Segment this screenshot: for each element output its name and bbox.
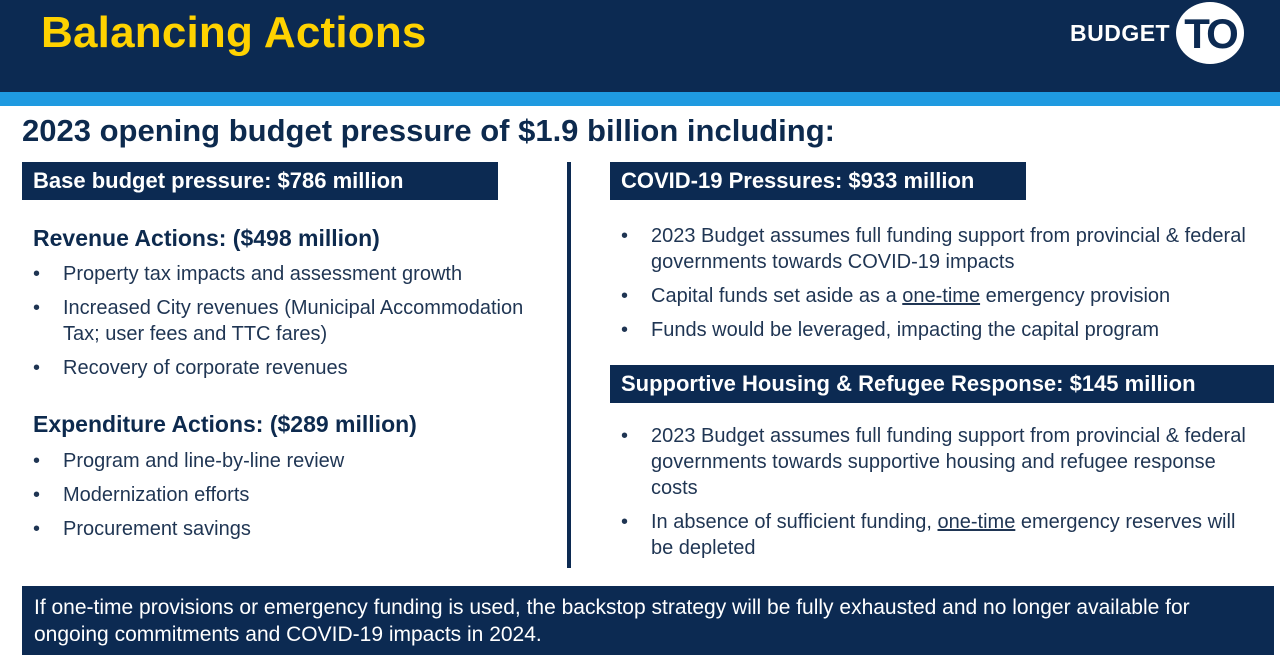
list-item (621, 509, 1261, 561)
list-item: • Funds would be leveraged, impacting the capital program (621, 317, 1261, 343)
list-item-text: emergency reserves will be depleted (651, 511, 1236, 559)
list-item: • Modernization efforts (33, 482, 533, 508)
revenue-actions-heading: Revenue Actions: ($498 million) (33, 225, 380, 251)
underlined-text: one-time (902, 285, 981, 307)
list-item-text: Capital funds set aside as a (651, 285, 903, 307)
list-item: • 2023 Budget assumes full funding support from provincial & federal governments towards supportive housing and refugee response costs (621, 423, 1261, 501)
list-item-text: emergency provision (980, 285, 1171, 307)
list-item: • Increased City revenues (Municipal Accommodation Tax; user fees and TTC fares) (33, 295, 533, 347)
footer-note: If one-time provisions or emergency funding is used, the backstop strategy will be fully exhausted and no longer available for ongoing commitments and COVID-19 impacts in 2024. (22, 586, 1274, 655)
list-item: • Property tax impacts and assessment growth (33, 261, 533, 287)
column-divider (567, 162, 571, 568)
underlined-text: one-time (937, 511, 1016, 533)
expenditure-actions-list (33, 448, 533, 542)
budget-to-logo (1070, 2, 1260, 66)
slide-subtitle: 2023 opening budget pressure of $1.9 billion including: (22, 113, 835, 148)
list-item (621, 283, 1261, 309)
housing-refugee-list (621, 423, 1261, 561)
page-title: Balancing Actions (41, 8, 427, 57)
list-item: • Recovery of corporate revenues (33, 355, 533, 381)
covid-pressures-box: COVID-19 Pressures: $933 million (610, 162, 1026, 200)
logo-circle-text: TO (1184, 10, 1236, 57)
logo-wordmark: BUDGET (1070, 20, 1171, 46)
revenue-actions-list (33, 261, 533, 381)
accent-bar (0, 92, 1280, 106)
logo-circle-icon (1176, 2, 1244, 64)
list-item: • Program and line-by-line review (33, 448, 533, 474)
list-item: • 2023 Budget assumes full funding support from provincial & federal governments towards COVID-19 impacts (621, 223, 1261, 275)
list-item-text: In absence of sufficient funding, (651, 511, 938, 533)
header-bar (0, 0, 1280, 92)
covid-pressures-list (621, 223, 1261, 343)
housing-refugee-box: Supportive Housing & Refugee Response: $145 million (610, 365, 1274, 403)
list-item: • Procurement savings (33, 516, 533, 542)
expenditure-actions-heading: Expenditure Actions: ($289 million) (33, 411, 417, 437)
base-budget-box: Base budget pressure: $786 million (22, 162, 498, 200)
